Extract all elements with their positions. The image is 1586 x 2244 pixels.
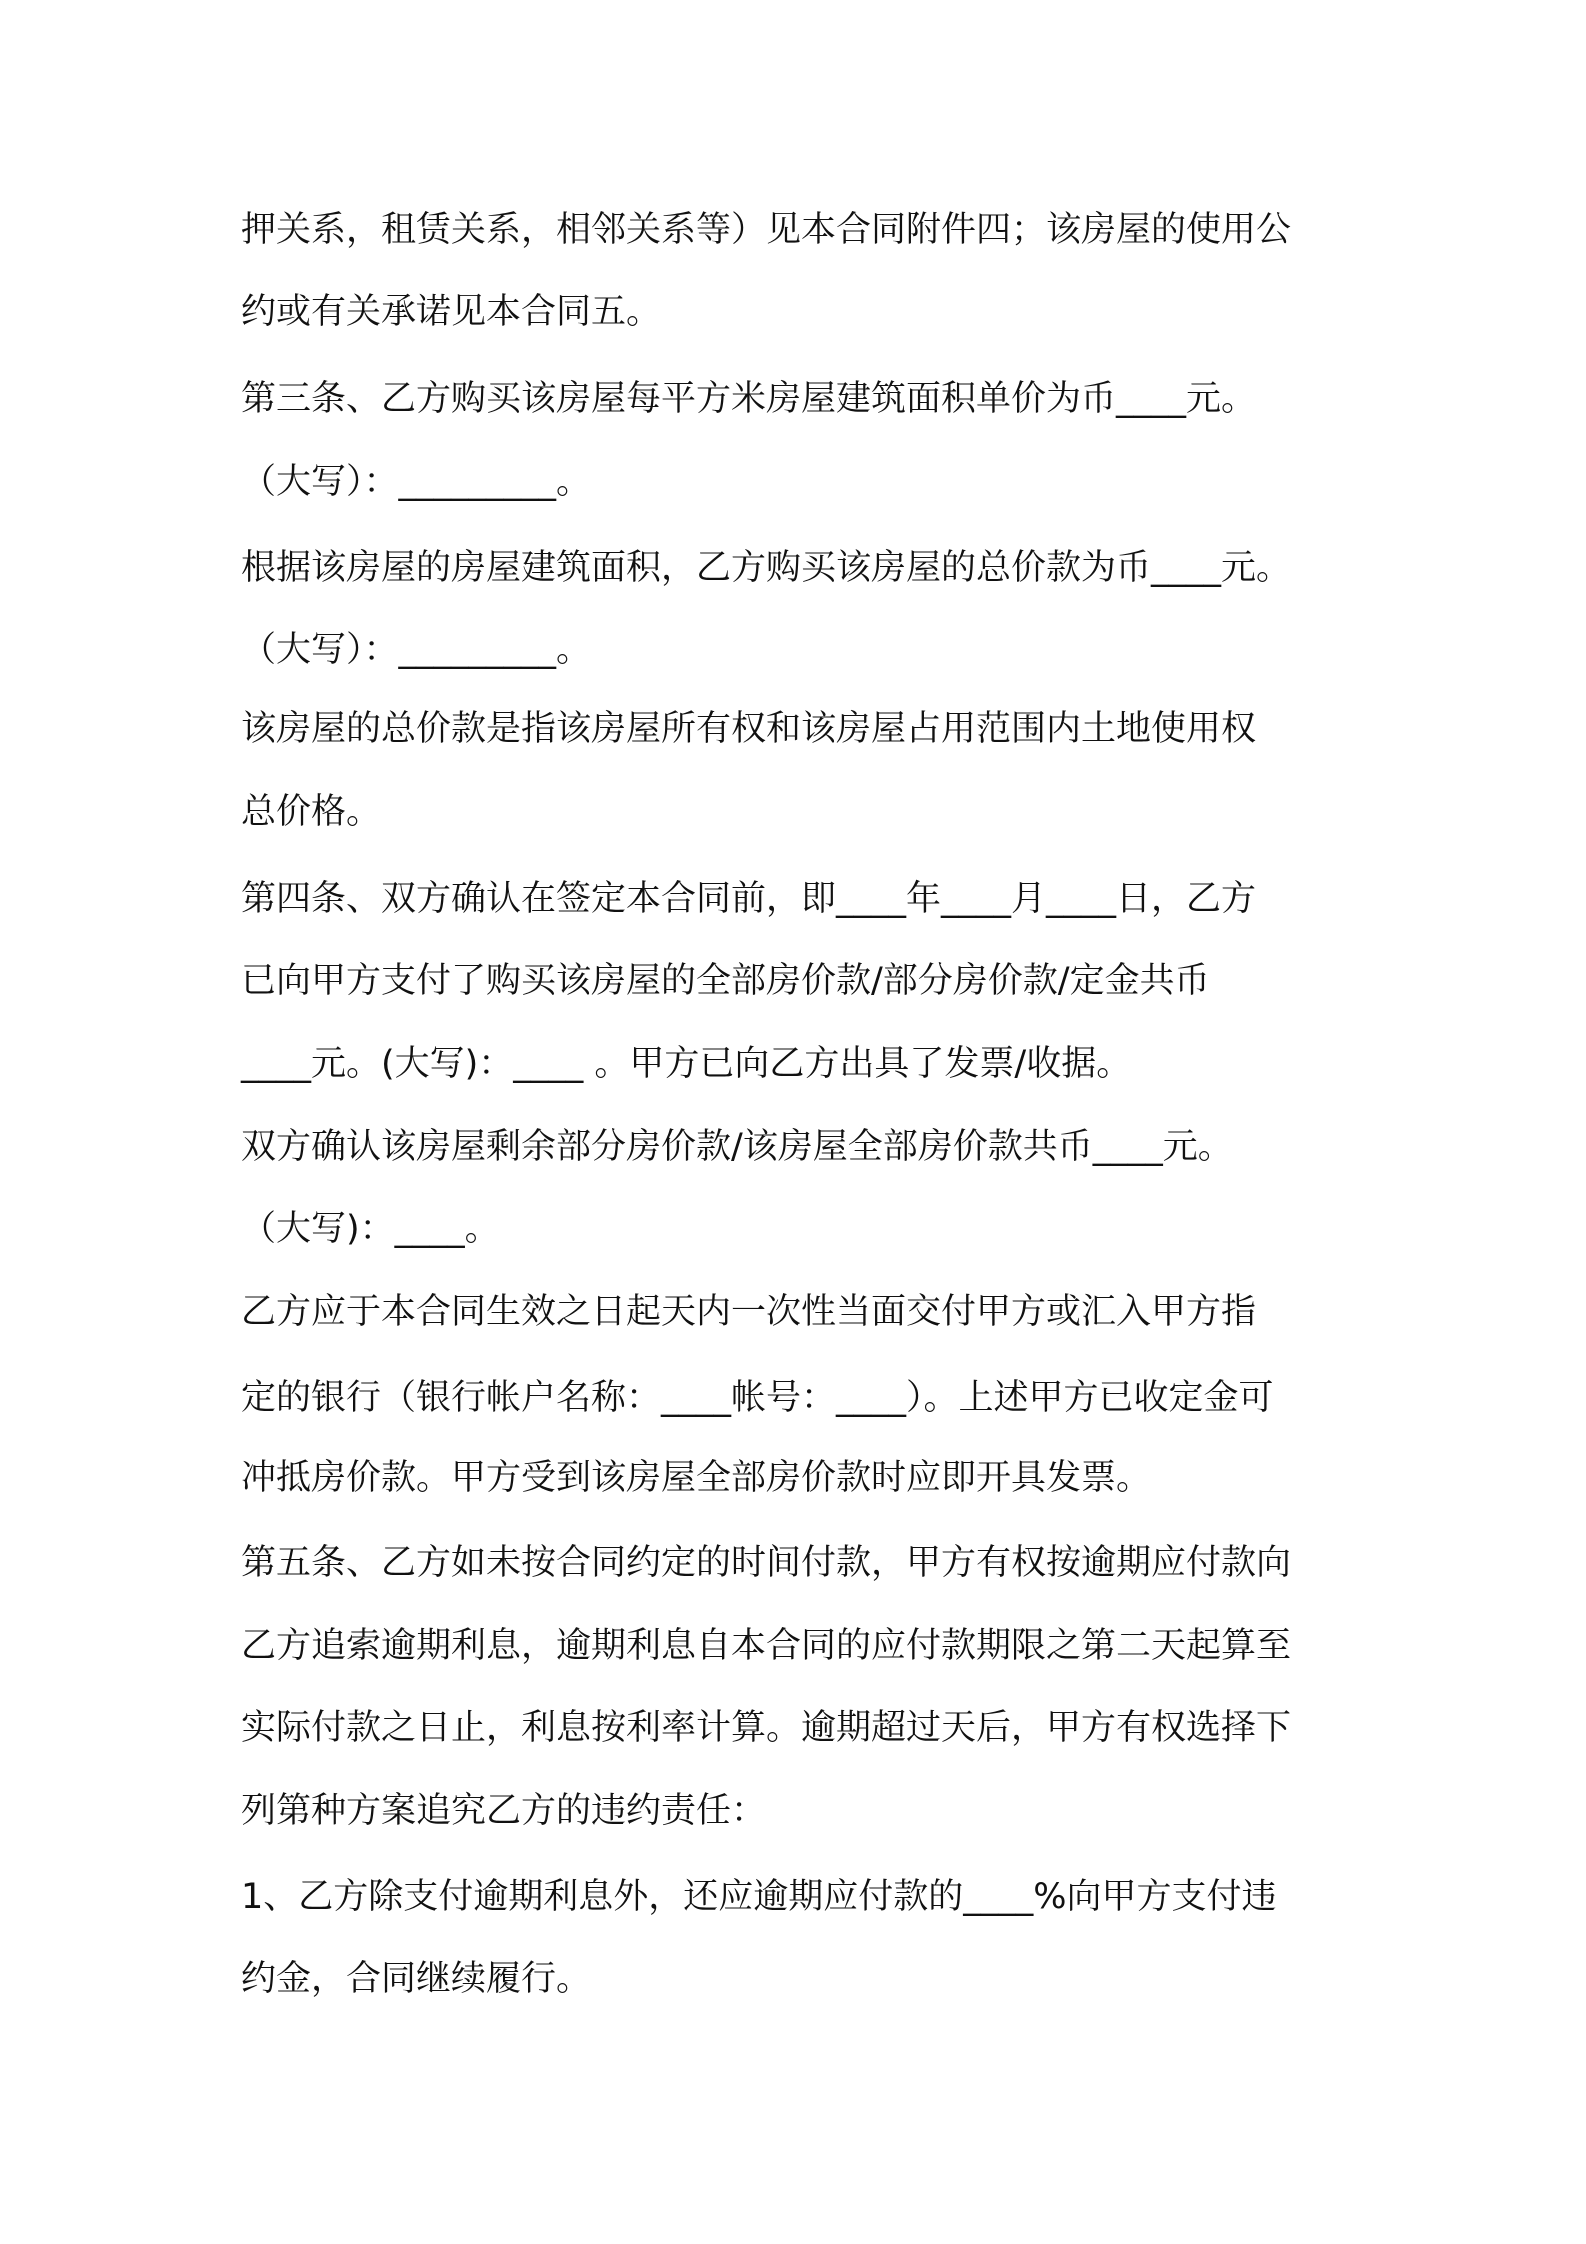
text-line: 乙方追索逾期利息，逾期利息自本合同的应付款期限之第二天起算至 [241,1626,1292,1666]
text-line: 第五条、乙方如未按合同约定的时间付款，甲方有权按逾期应付款向 [241,1543,1292,1583]
text-line: 冲抵房价款。甲方受到该房屋全部房价款时应即开具发票。 [241,1458,1152,1498]
text-line: 该房屋的总价款是指该房屋所有权和该房屋占用范围内土地使用权 [241,709,1257,749]
text-line: 乙方应于本合同生效之日起天内一次性当面交付甲方或汇入甲方指 [241,1292,1257,1332]
text-line: 1、乙方除支付逾期利息外，还应逾期应付款的____%向甲方支付违 [241,1877,1277,1917]
text-line: （大写）：_________。 [241,630,592,670]
text-line: 双方确认该房屋剩余部分房价款/该房屋全部房价款共币____元。 [241,1127,1233,1167]
text-line: 根据该房屋的房屋建筑面积，乙方购买该房屋的总价款为币____元。 [241,548,1292,588]
text-line: （大写)：____。 [241,1209,500,1249]
text-line: 约金，合同继续履行。 [241,1959,592,1999]
text-line: 第三条、乙方购买该房屋每平方米房屋建筑面积单价为币____元。 [241,379,1257,419]
text-line: 第四条、双方确认在签定本合同前，即____年____月____日，乙方 [241,879,1257,919]
text-line: （大写）：_________。 [241,462,592,502]
text-line: 已向甲方支付了购买该房屋的全部房价款/部分房价款/定金共币 [241,961,1210,1001]
text-line: 约或有关承诺见本合同五。 [241,292,662,332]
text-line: 押关系，租赁关系，相邻关系等）见本合同附件四；该房屋的使用公 [241,210,1292,250]
text-line: ____元。(大写)：____ 。甲方已向乙方出具了发票/收据。 [241,1044,1132,1084]
text-line: 实际付款之日止，利息按利率计算。逾期超过天后，甲方有权选择下 [241,1708,1292,1748]
text-line: 列第种方案追究乙方的违约责任： [241,1791,767,1831]
text-line: 总价格。 [241,792,382,832]
text-line: 定的银行（银行帐户名称：____帐号：____）。上述甲方已收定金可 [241,1378,1274,1418]
